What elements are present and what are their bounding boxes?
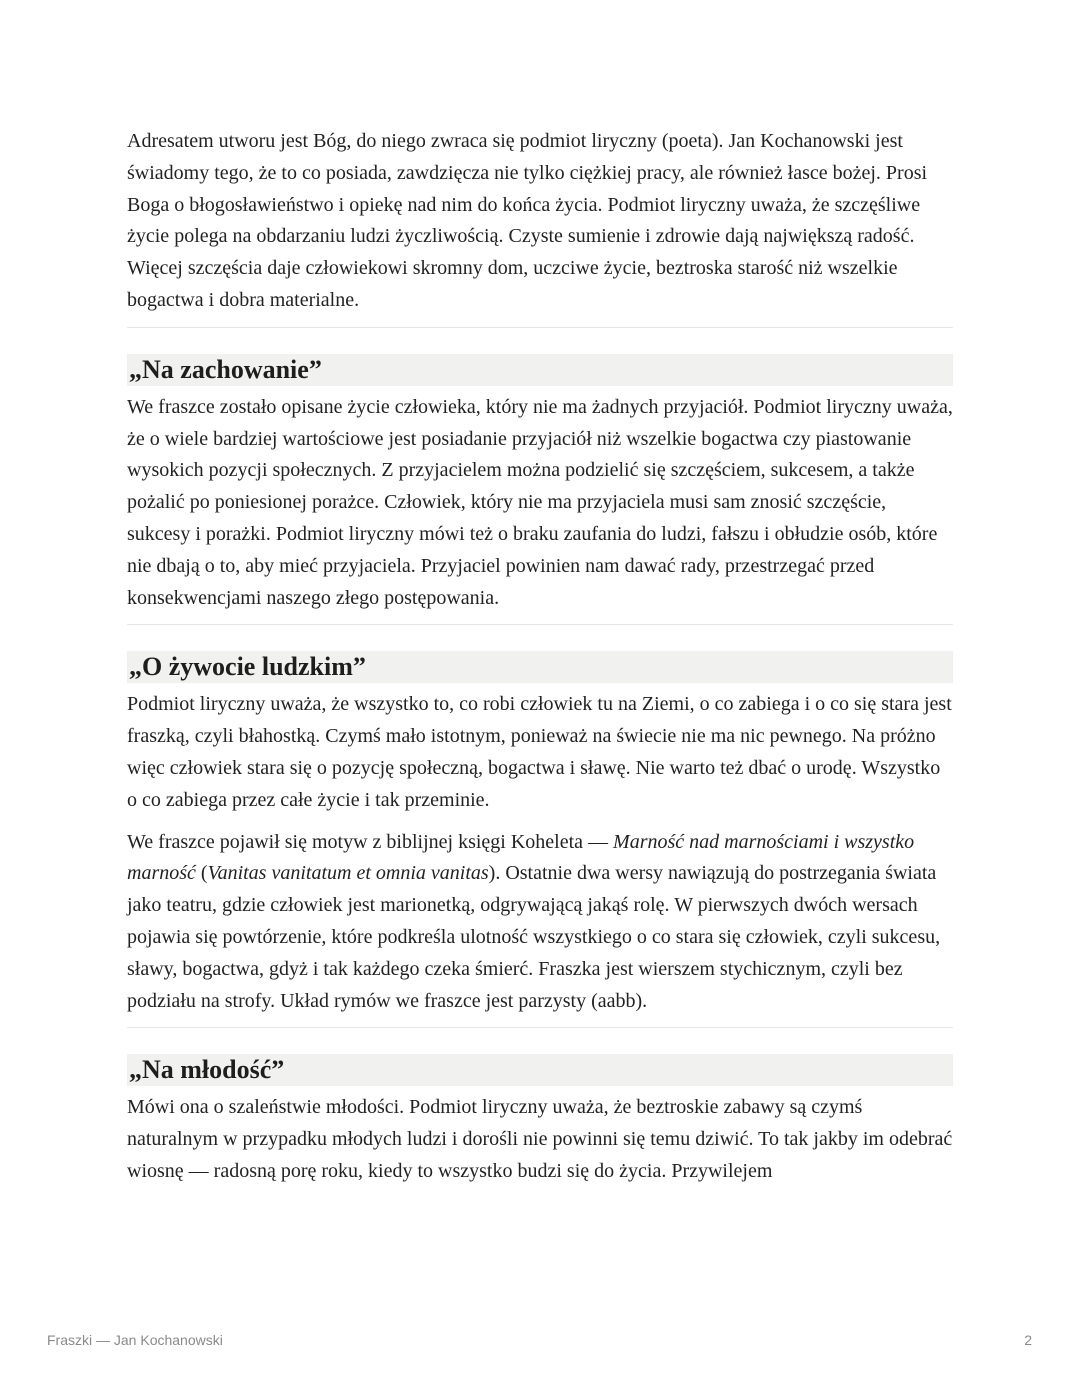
text-run: ). Ostatnie dwa wersy nawiązują do postrzegania świata jako teatru, gdzie człowiek jest marionetką, odgrywającą jakąś rolę. W pierwszych dwóch wersach pojawia się powtórzenie, które podkreśla ulotność wszystkiego o co stara się człowiek, czyli sukcesu, sławy, bogactwa, gdyż i tak każdego czeka śmierć. Fraszka jest wierszem stychicznym, czyli bez podziału na strofy. Układ rymów we fraszce jest parzysty (aabb).	[127, 862, 941, 1012]
paragraph: Adresatem utworu jest Bóg, do niego zwraca się podmiot liryczny (poeta). Jan Kochanowski jest świadomy tego, że to co posiada, zawdzięcza nie tylko ciężkiej pracy, ale również łasce bożej. Prosi Boga o błogosławieństwo i opiekę nad nim do końca życia. Podmiot liryczny uważa, że szczęśliwe życie polega na obdarzaniu ludzi życzliwością. Czyste sumienie i zdrowie dają największą radość. Więcej szczęścia daje człowiekowi skromny dom, uczciwe życie, beztroska starość niż wszelkie bogactwa i dobra materialne.	[127, 130, 928, 311]
section-divider	[127, 624, 953, 625]
section-divider	[127, 327, 953, 328]
paragraph: Podmiot liryczny uważa, że wszystko to, co robi człowiek tu na Ziemi, o co zabiega i o co się stara jest fraszką, czyli błahostką. Czymś mało istotnym, ponieważ na świecie nie ma nic pewnego. Na próżno więc człowiek stara się o pozycję społeczną, bogactwa i sławę. Nie warto też dbać o urodę. Wszystko o co zabiega przez całe życie i tak przeminie.	[127, 693, 952, 811]
page-number: 2	[1024, 1332, 1032, 1348]
document-body	[127, 126, 953, 1188]
italic-latin-quote: Vanitas vanitatum et omnia vanitas	[207, 862, 489, 885]
section-o-zywocie-ludzkim	[127, 651, 953, 1017]
paragraph: We fraszce zostało opisane życie człowieka, który nie ma żadnych przyjaciół. Podmiot liryczny uważa, że o wiele bardziej wartościowe jest posiadanie przyjaciół niż wszelkie bogactwa czy piastowanie wysokich pozycji społecznych. Z przyjacielem można podzielić się szczęściem, sukcesem, a także pożalić po poniesionej porażce. Człowiek, który nie ma przyjaciela musi sam znosić szczęście, sukcesy i porażki. Podmiot liryczny mówi też o braku zaufania do ludzi, fałszu i obłudzie osób, które nie dbają o to, aby mieć przyjaciela. Przyjaciel powinien nam dawać rady, przestrzegać przed konsekwencjami naszego złego postępowania.	[127, 395, 953, 609]
section-divider	[127, 1027, 953, 1028]
italic-quote: Marność nad marnościami i wszystko marność	[127, 830, 915, 885]
text-run: We fraszce pojawił się motyw z biblijnej księgi Koheleta —	[127, 830, 614, 853]
section-heading: „O żywocie ludzkim”	[127, 651, 953, 683]
paragraph: Mówi ona o szaleństwie młodości. Podmiot liryczny uważa, że beztroskie zabawy są czymś naturalnym w przypadku młodych ludzi i dorośli nie powinni się temu dziwić. To tak jakby im odebrać wiosnę — radosną porę roku, kiedy to wszystko budzi się do życia. Przywilejem	[127, 1096, 953, 1182]
section-intro	[127, 126, 953, 317]
text-run: (	[195, 862, 208, 885]
section-na-zachowanie	[127, 354, 953, 615]
section-na-mlodosc	[127, 1054, 953, 1187]
footer-title: Fraszki — Jan Kochanowski	[47, 1332, 223, 1348]
section-heading: „Na młodość”	[127, 1054, 953, 1086]
section-heading: „Na zachowanie”	[127, 354, 953, 386]
paragraph-with-quote	[127, 827, 953, 1018]
